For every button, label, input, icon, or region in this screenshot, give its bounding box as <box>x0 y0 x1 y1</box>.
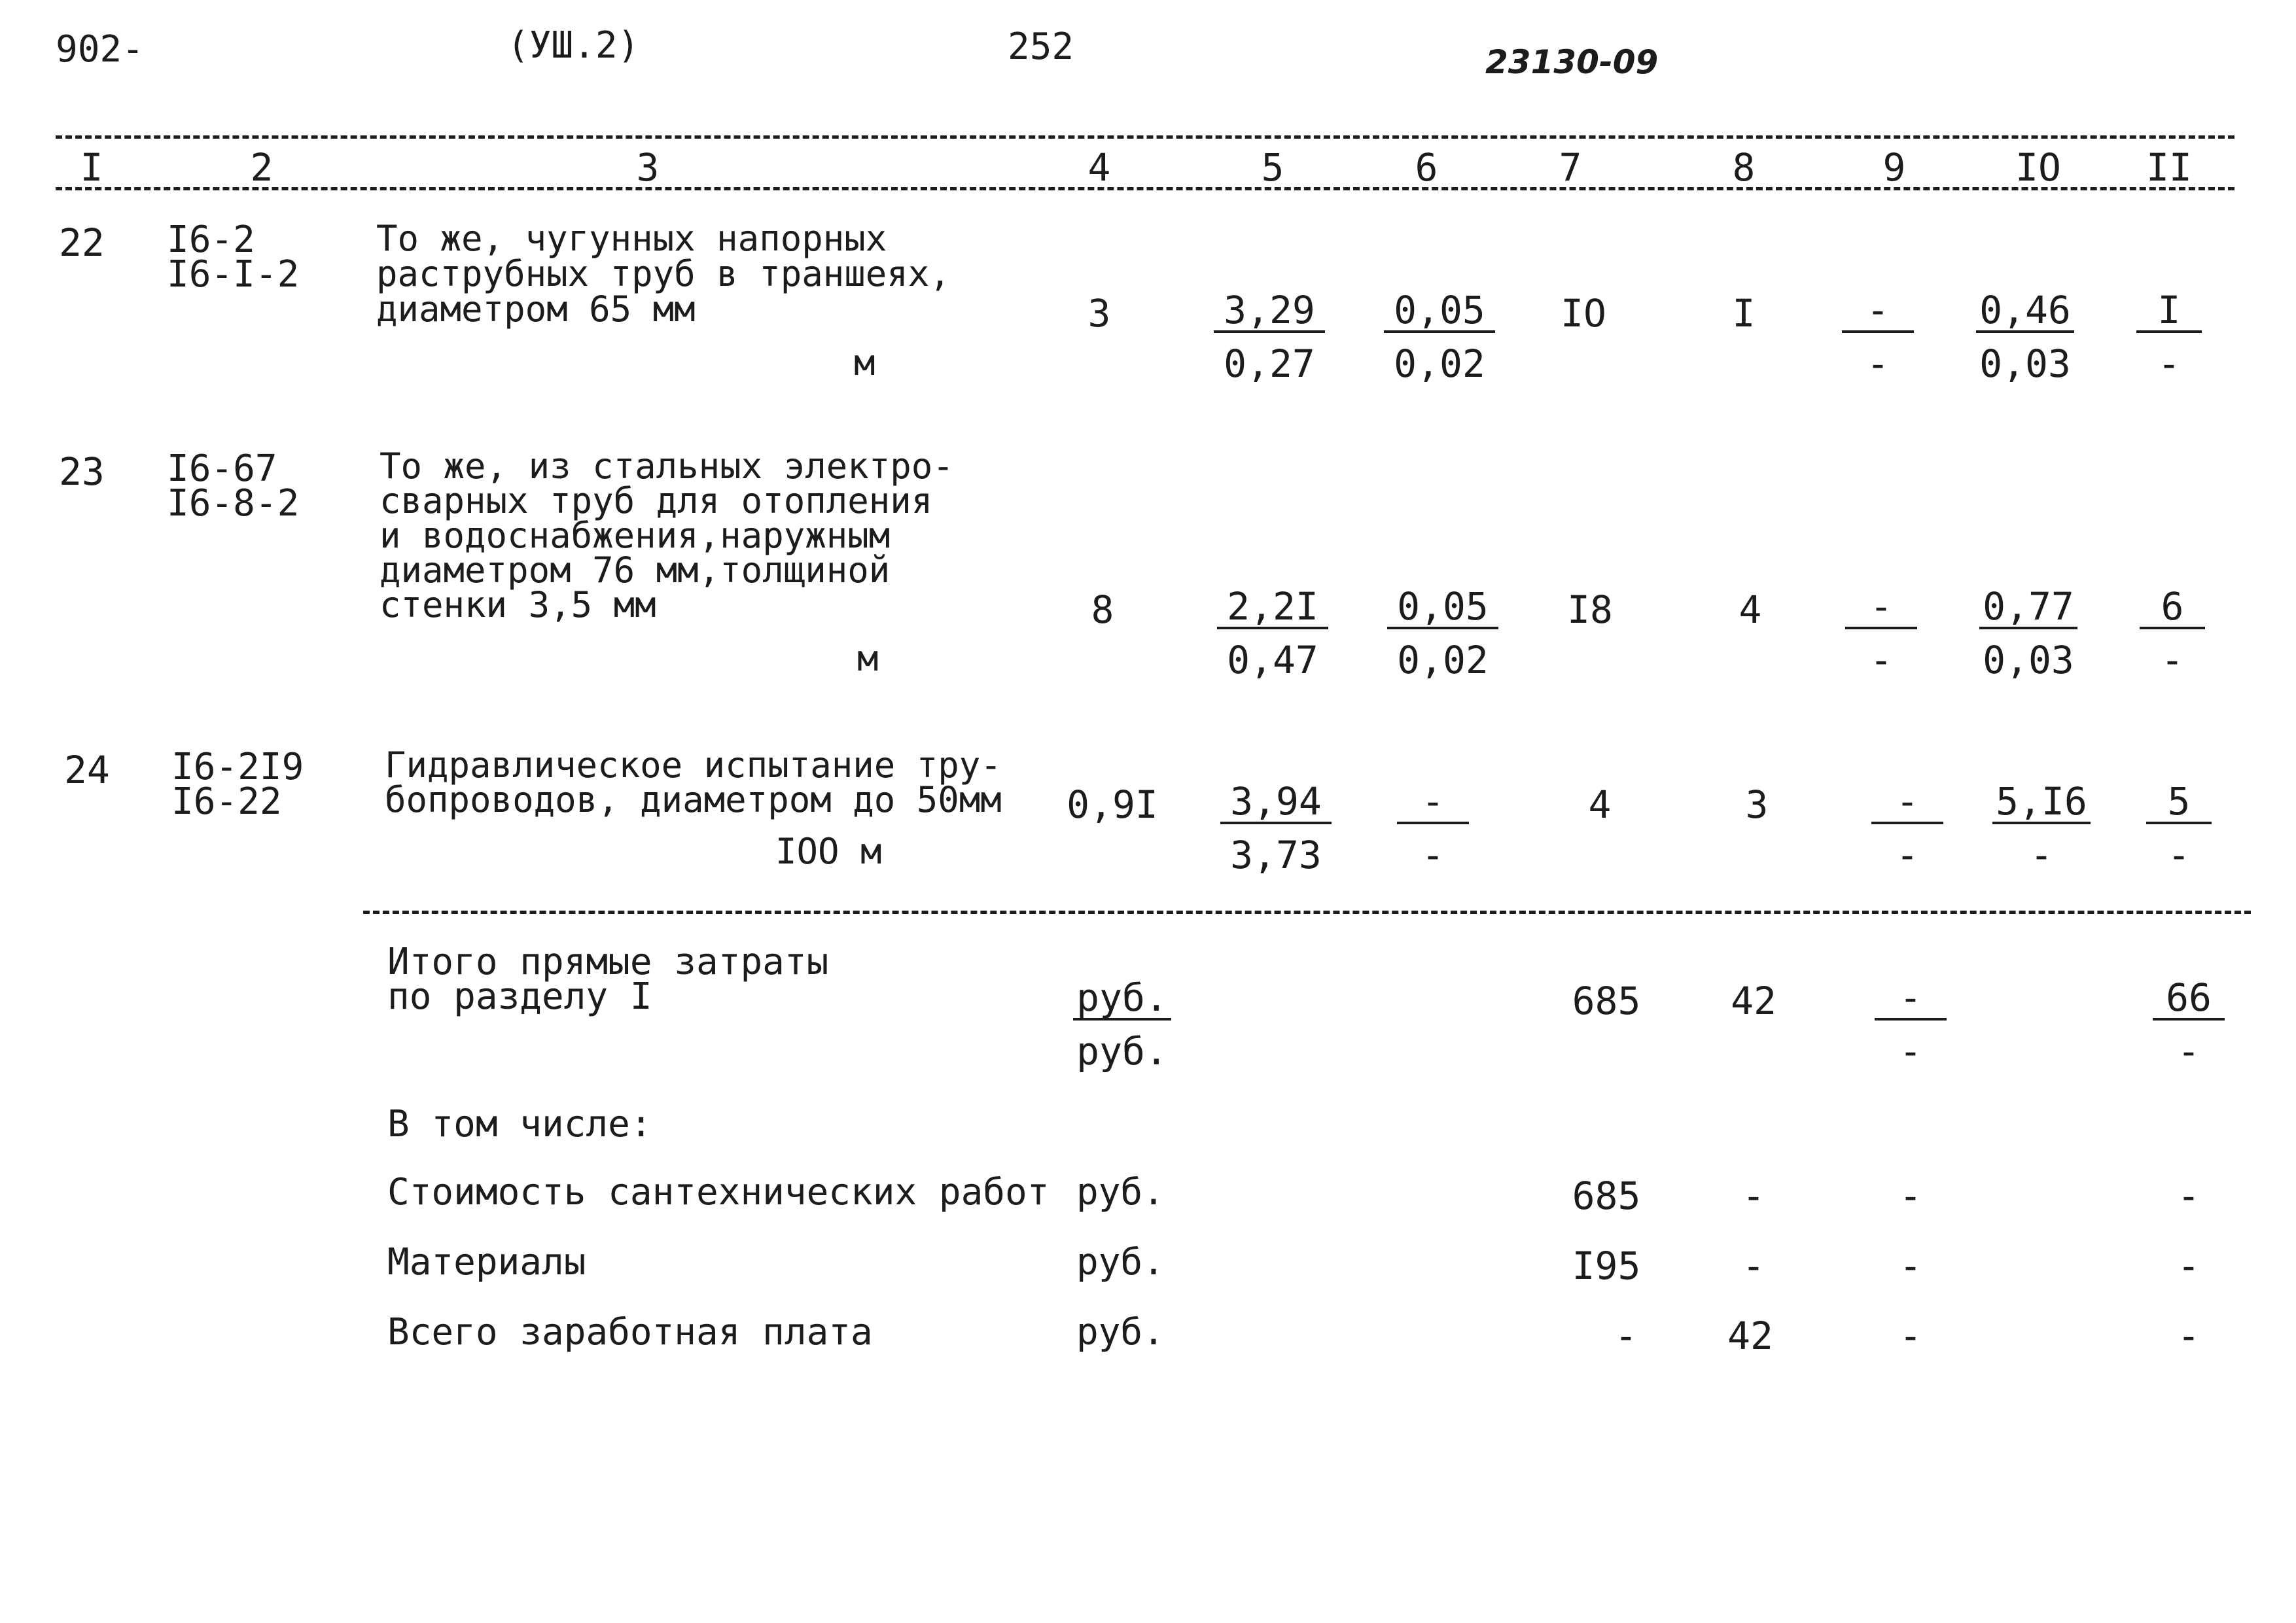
col11-fraction <box>2136 288 2202 386</box>
column-number-8: 8 <box>1732 145 1756 190</box>
col6-bottom: - <box>1421 833 1445 877</box>
col11-bottom: - <box>2161 638 2184 682</box>
col9-fraction <box>1842 288 1914 386</box>
total-label: Итого прямые затраты <box>387 941 829 983</box>
col11-top: 6 <box>2140 587 2205 629</box>
breakdown-col7: - <box>1614 1314 1638 1358</box>
total-col7: 685 <box>1572 979 1641 1023</box>
breakdown-unit: руб. <box>1076 1311 1165 1353</box>
col7-value: I8 <box>1567 587 1613 632</box>
col4-quantity: 8 <box>1091 587 1114 632</box>
col9-bottom: - <box>1896 833 1919 877</box>
total-col11-top: 66 <box>2153 979 2225 1021</box>
row-number: 23 <box>59 449 105 494</box>
total-label-line2: по разделу I <box>387 975 652 1018</box>
col6-fraction <box>1397 779 1469 877</box>
column-number-9: 9 <box>1882 145 1906 190</box>
breakdown-col8: - <box>1742 1174 1765 1218</box>
col10-bottom: 0,03 <box>1983 638 2074 682</box>
col10-fraction <box>1976 288 2074 386</box>
col6-top: 0,05 <box>1387 587 1498 629</box>
breakdown-label: Материалы <box>387 1241 586 1283</box>
totals-separator <box>363 911 2251 914</box>
unit-of-measure: IOO м <box>775 831 882 872</box>
col6-bottom: 0,02 <box>1394 341 1485 386</box>
col7-value: IO <box>1561 291 1606 336</box>
total-col9-bottom: - <box>1899 1029 1922 1073</box>
breakdown-col9: - <box>1899 1244 1922 1288</box>
work-description-line: То же, из стальных электро- <box>380 445 954 487</box>
breakdown-col7: I95 <box>1572 1244 1641 1288</box>
col9-bottom: - <box>1866 341 1890 386</box>
column-number-3: 3 <box>636 145 660 190</box>
column-number-4: 4 <box>1087 145 1111 190</box>
col5-bottom: 0,27 <box>1224 341 1315 386</box>
total-unit-top: руб. <box>1073 979 1171 1021</box>
col9-fraction <box>1871 779 1943 877</box>
row-number: 24 <box>64 748 110 792</box>
col6-top: - <box>1397 782 1469 824</box>
breakdown-col8: 42 <box>1727 1314 1773 1358</box>
col5-fraction <box>1217 584 1328 682</box>
work-description-line: стенки 3,5 мм <box>380 584 656 625</box>
including-label: В том числе: <box>387 1103 652 1145</box>
total-col9-fraction <box>1875 975 1947 1073</box>
col6-fraction <box>1387 584 1498 682</box>
col10-fraction <box>1992 779 2091 877</box>
column-number-5: 5 <box>1261 145 1284 190</box>
breakdown-col11: - <box>2177 1314 2200 1358</box>
work-description-line: бопроводов, диаметром до 50мм <box>385 779 1002 820</box>
col9-top: - <box>1842 291 1914 333</box>
col8-value: 3 <box>1745 782 1769 827</box>
col6-fraction <box>1384 288 1495 386</box>
col5-bottom: 3,73 <box>1230 833 1322 877</box>
breakdown-label: Всего заработная плата <box>387 1311 873 1353</box>
breakdown-col9: - <box>1899 1314 1922 1358</box>
col6-top: 0,05 <box>1384 291 1495 333</box>
column-number-2: 2 <box>250 145 274 190</box>
col11-fraction <box>2140 584 2205 682</box>
work-description-line: сварных труб для отопления <box>380 480 933 521</box>
total-col8: 42 <box>1731 979 1776 1023</box>
col10-top: 5,I6 <box>1992 782 2091 824</box>
work-description-line: диаметром 76 мм,толщиной <box>380 550 891 591</box>
column-number-6: 6 <box>1415 145 1438 190</box>
col10-top: 0,77 <box>1979 587 2077 629</box>
norm-code-secondary: I6-22 <box>171 780 282 823</box>
row-number: 22 <box>59 220 105 265</box>
col10-top: 0,46 <box>1976 291 2074 333</box>
col5-fraction <box>1214 288 1325 386</box>
document-number: 23130-09 <box>1485 43 1659 81</box>
breakdown-label: Стоимость сантехнических работ <box>387 1171 1050 1213</box>
col9-top: - <box>1845 587 1917 629</box>
col5-bottom: 0,47 <box>1227 638 1318 682</box>
header-bottom-rule <box>56 187 2234 190</box>
col9-bottom: - <box>1869 638 1893 682</box>
work-description-line: раструбных труб в траншеях, <box>376 253 951 294</box>
norm-code-secondary: I6-I-2 <box>167 253 300 296</box>
breakdown-col7: 685 <box>1572 1174 1641 1218</box>
col8-value: 4 <box>1739 587 1762 632</box>
col5-fraction <box>1220 779 1332 877</box>
breakdown-col11: - <box>2177 1244 2200 1288</box>
col5-top: 2,2I <box>1217 587 1328 629</box>
col9-top: - <box>1871 782 1943 824</box>
col11-fraction <box>2146 779 2212 877</box>
col6-bottom: 0,02 <box>1397 638 1489 682</box>
col5-top: 3,94 <box>1220 782 1332 824</box>
page-number: 252 <box>1008 26 1074 68</box>
column-number-10: IO <box>2015 145 2061 190</box>
col9-fraction <box>1845 584 1917 682</box>
col10-bottom: - <box>2030 833 2053 877</box>
total-col9-top: - <box>1875 979 1947 1021</box>
total-col11-fraction <box>2153 975 2225 1073</box>
col11-top: I <box>2136 291 2202 333</box>
col4-quantity: 0,9I <box>1067 782 1158 827</box>
work-description-line: диаметром 65 мм <box>376 288 696 330</box>
column-number-11: II <box>2146 145 2192 190</box>
work-description-line: и водоснабжения,наружным <box>380 515 891 556</box>
col10-fraction <box>1979 584 2077 682</box>
col11-top: 5 <box>2146 782 2212 824</box>
total-unit-fraction <box>1073 975 1171 1073</box>
col10-bottom: 0,03 <box>1979 341 2071 386</box>
breakdown-unit: руб. <box>1076 1171 1165 1213</box>
total-unit-bottom: руб. <box>1076 1029 1168 1073</box>
col5-top: 3,29 <box>1214 291 1325 333</box>
breakdown-col11: - <box>2177 1174 2200 1218</box>
norm-code-secondary: I6-8-2 <box>167 482 300 525</box>
col11-bottom: - <box>2157 341 2181 386</box>
norm-code: I6-2I9 <box>171 746 304 788</box>
column-number-1: I <box>80 145 103 190</box>
unit-of-measure: м <box>857 638 879 679</box>
norm-code: I6-2 <box>167 218 255 261</box>
col11-bottom: - <box>2167 833 2191 877</box>
breakdown-unit: руб. <box>1076 1241 1165 1283</box>
unit-of-measure: м <box>854 342 875 383</box>
work-description-line: То же, чугунных напорных <box>376 218 887 259</box>
col7-value: 4 <box>1588 782 1612 827</box>
column-number-7: 7 <box>1559 145 1582 190</box>
breakdown-col9: - <box>1899 1174 1922 1218</box>
section-label: (УШ.2) <box>507 24 640 67</box>
breakdown-col8: - <box>1742 1244 1765 1288</box>
col8-value: I <box>1732 291 1756 336</box>
norm-code: I6-67 <box>167 447 277 490</box>
total-col11-bottom: - <box>2177 1029 2200 1073</box>
sheet-number: 902- <box>56 28 144 71</box>
header-top-rule <box>56 135 2234 139</box>
work-description-line: Гидравлическое испытание тру- <box>385 744 1002 786</box>
col4-quantity: 3 <box>1087 291 1111 336</box>
